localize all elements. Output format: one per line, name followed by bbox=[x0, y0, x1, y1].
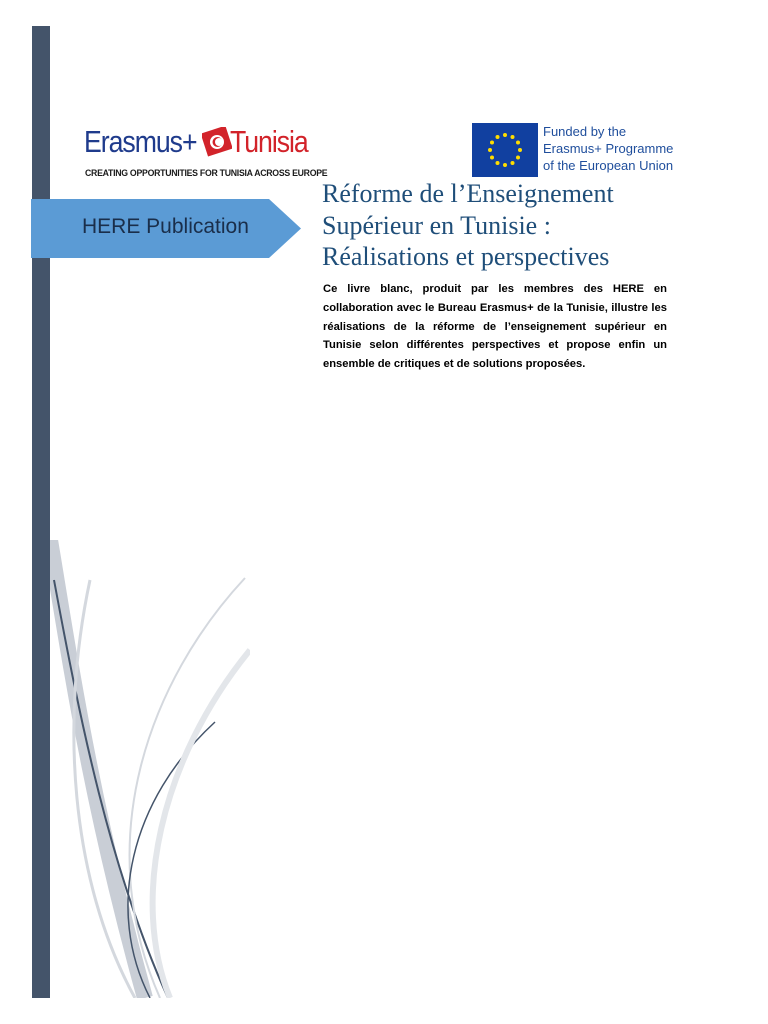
title-line: Réalisations et perspectives bbox=[322, 242, 610, 271]
title-line: Supérieur en Tunisie : bbox=[322, 210, 551, 240]
eu-funding-text: Funded by the Erasmus+ Programme of the European Union bbox=[543, 124, 674, 173]
side-accent-bar bbox=[32, 26, 50, 998]
title-line: Réforme de l’Enseignement bbox=[322, 179, 614, 208]
logo-word-tunisia: Tunisia bbox=[230, 124, 308, 159]
document-abstract: Ce livre blanc, produit par les membres des HERE en collaboration avec le Bureau Erasmus+ de la Tunisie, illustre les réalisations de la réforme de l’enseignement supérieur en Tunisie selon différentes perspectives et propose enfin un ensemble de critiques et de solutions proposées. bbox=[323, 283, 667, 371]
tunisia-flag-icon bbox=[202, 127, 232, 157]
eu-flag-icon bbox=[472, 123, 538, 177]
logo-tagline: CREATING OPPORTUNITIES FOR TUNISIA ACROSS EUROPE bbox=[85, 168, 328, 179]
eu-funding-logo bbox=[472, 123, 682, 178]
publication-label: HERE Publication bbox=[82, 215, 249, 238]
swoosh-decoration bbox=[50, 540, 250, 998]
erasmus-tunisia-logo bbox=[84, 124, 328, 186]
document-title bbox=[322, 178, 742, 273]
logo-word-erasmus: Erasmus+ bbox=[84, 124, 197, 159]
